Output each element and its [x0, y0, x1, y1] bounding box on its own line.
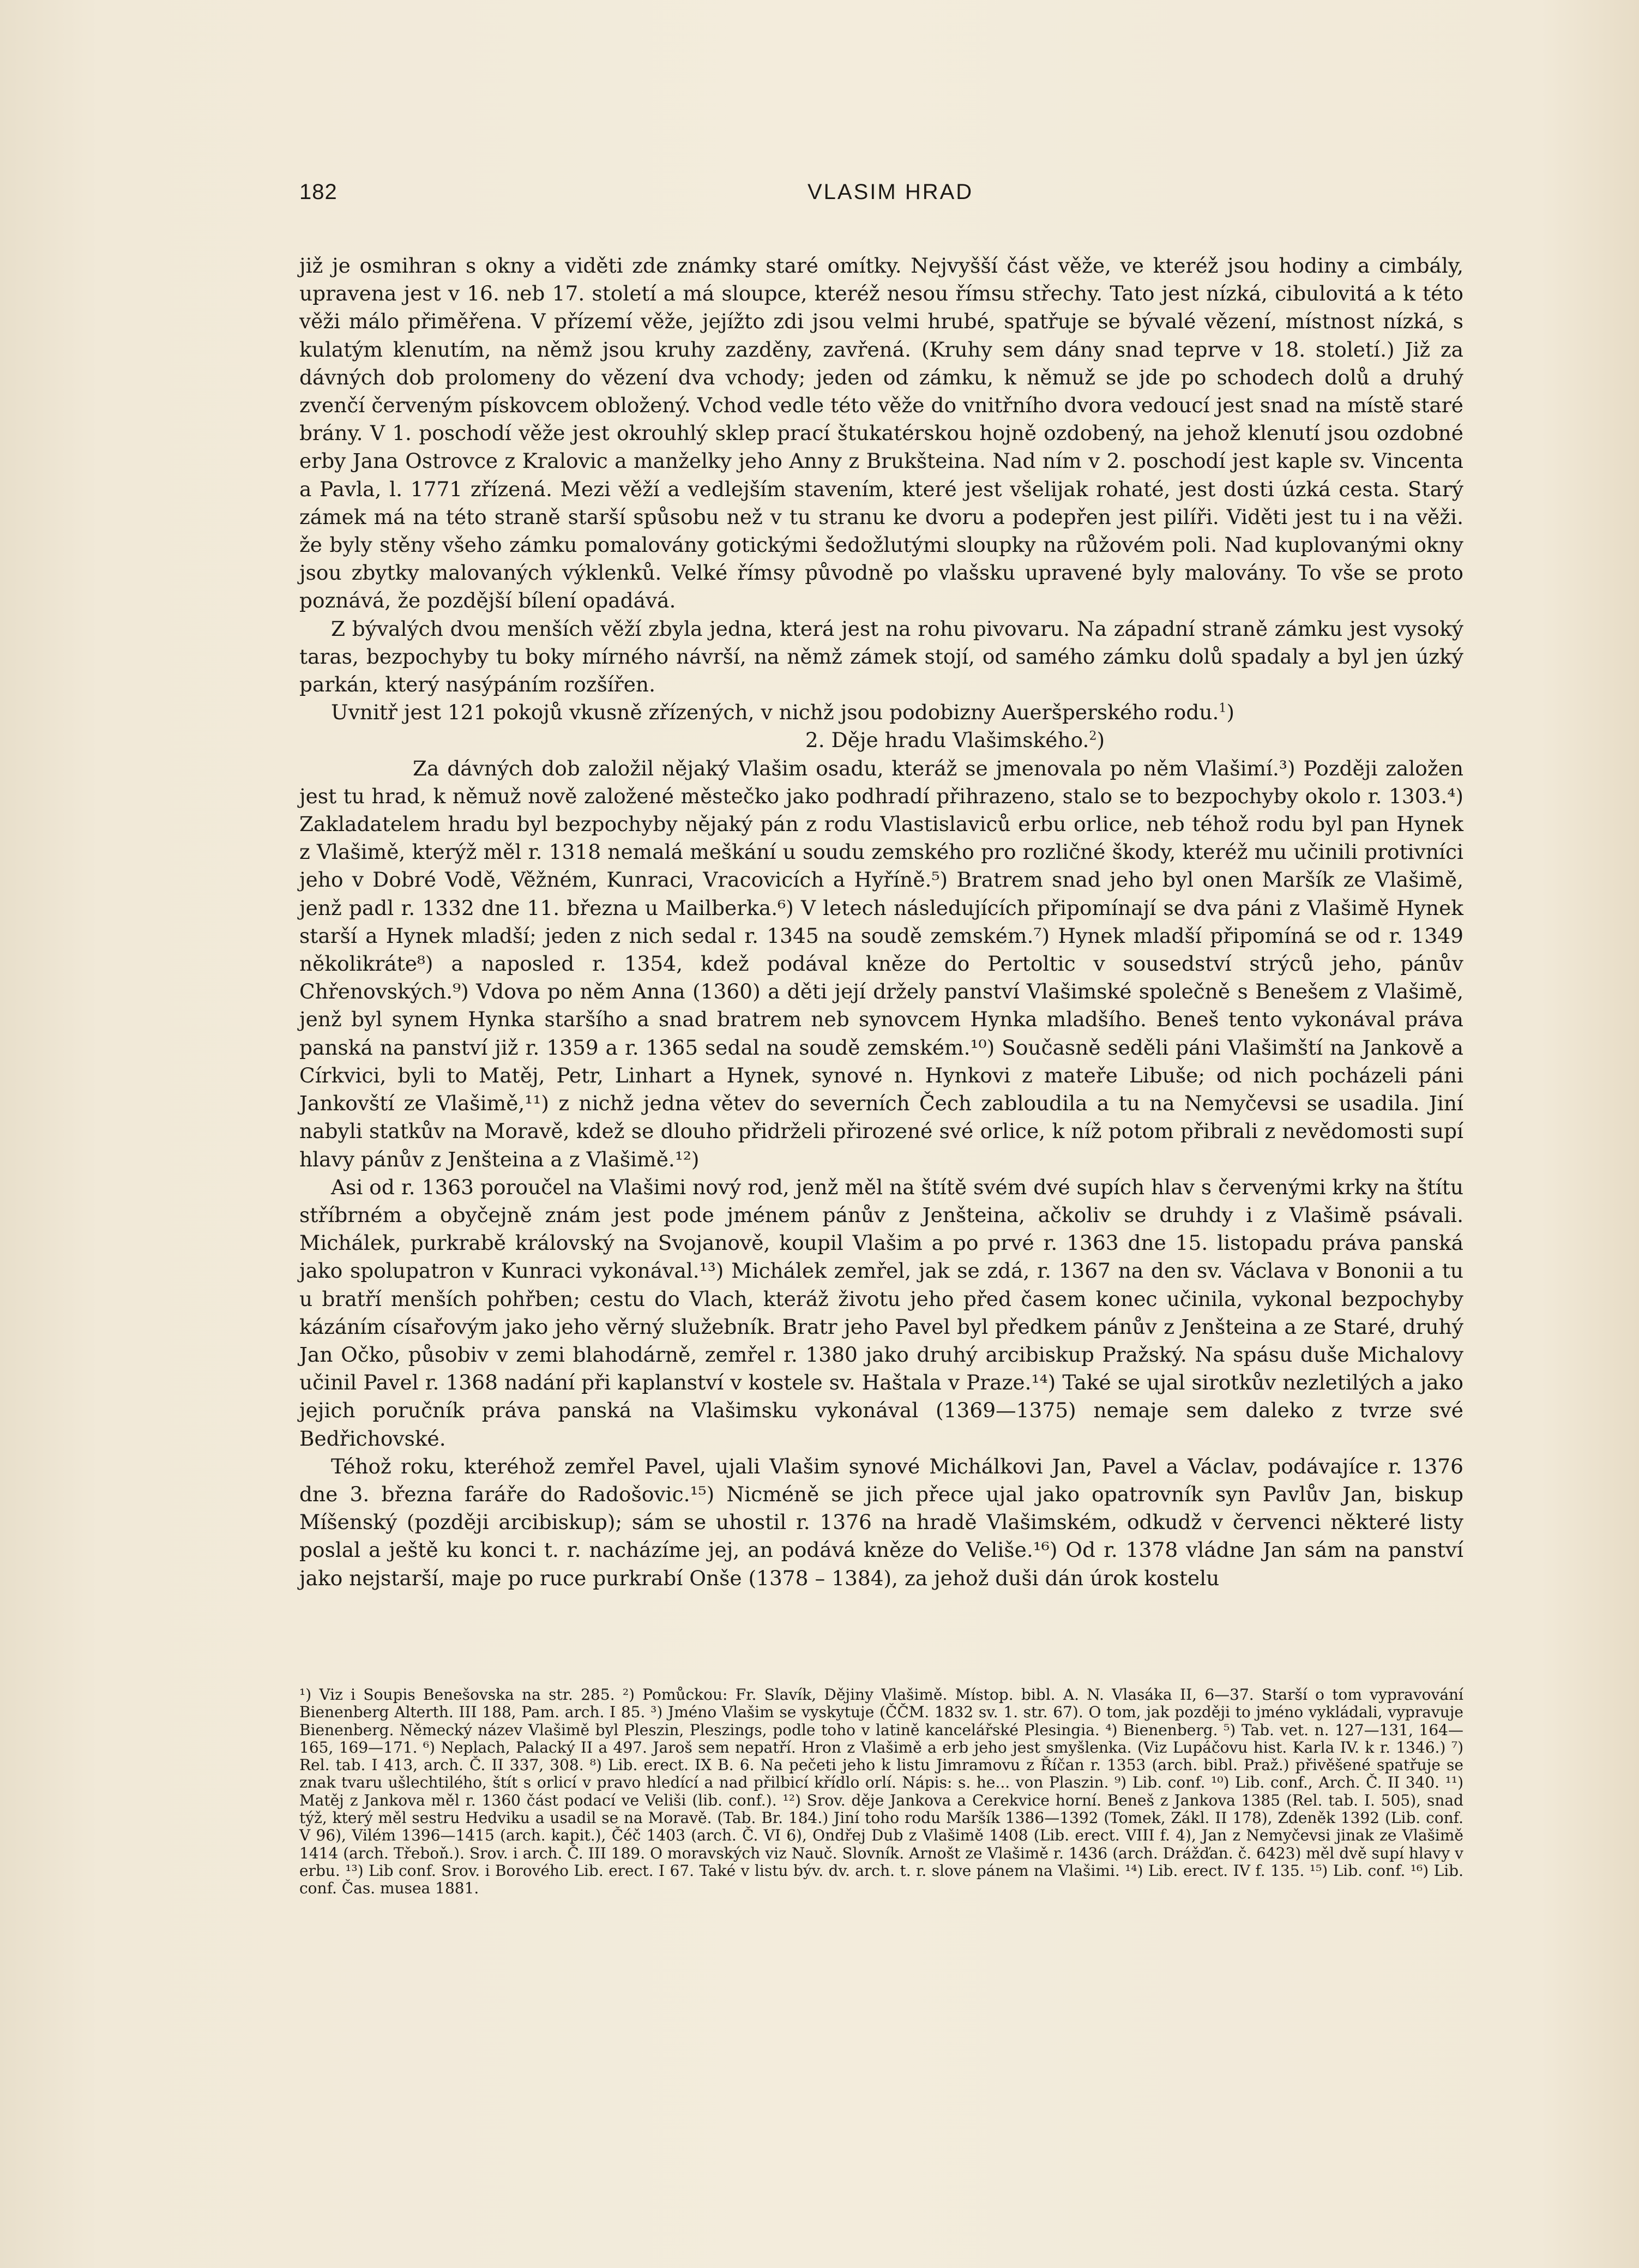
paragraph-founding: Za dávných dob založil nějaký Vlašim osadu, kteráž se jmenovala po něm Vlašimí.³) Později založen jest tu hrad, k němuž nově založené městečko jako podhradí přihrazeno, stalo se to bezpochyby okolo r. 1303.⁴) Zakladatelem hradu byl bezpochyby nějaký pán z rodu Vlastislaviců erbu orlice, neb téhož rodu byl pan Hynek z Vlašimě, kterýž měl r. 1318 nemalá meškání u soudu zemského pro rozličné škody, kteréž mu učinili protivníci jeho v Dobré Vodě, Věžném, Kunraci, Vracovicích a Hyříně.⁵) Bratrem snad jeho byl onen Maršík ze Vlašimě, jenž padl r. 1332 dne 11. března u Mailberka.⁶) V letech následujících připomínají se dva páni z Vlašimě Hynek starší a Hynek mladší; jeden z nich sedal r. 1345 na soudě zemském.⁷) Hynek mladší připomíná se od r. 1349 několikráte⁸) a naposled r. 1354, kdež podával kněze do Pertoltic v sousedství strýců jeho, pánův Chřenovských.⁹) Vdova po něm Anna (1360) a děti její držely panství Vlašimské společně s Benešem z Vlašimě, jenž byl synem Hynka staršího a snad bratrem neb synovcem Hynka mladšího. Beneš tento vykonával práva panská na panství již r. 1359 a r. 1365 sedal na soudě zemském.¹⁰) Současně seděli páni Vlašimští na Jankově a Církvici, byli to Matěj, Petr, Linhart a Hynek, synové n. Hynkovi z mateře Libuše; od nich pocházeli páni Jankovští ze Vlašimě,¹¹) z nichž jedna větev do severních Čech zabloudila a tu na Nemyčevsi se usadila. Jiní nabyli statkův na Moravě, kdež se dlouho přidrželi přirozené své orlice, k níž potom přibrali z nevědomosti supí hlavy pánův z Jenšteina a z Vlašimě.¹²) [299, 756, 1463, 1171]
paragraph-rooms-close: ) [1226, 700, 1235, 725]
page-header [299, 180, 986, 218]
footnotes [299, 1686, 1463, 1898]
paragraph-jenstein: Asi od r. 1363 poroučel na Vlašimi nový rod, jenž měl na štítě svém dvé supích hlav s červenými krky na štítu stříbrném a obyčejně znám jest pode jménem pánův z Jenšteina, ačkoliv se druhdy i z Vlašimě psávali. Michálek, purkrabě královský na Svojanově, koupil Vlašim a po prvé r. 1363 dne 15. listopadu práva panská jako spolupatron v Kunraci vykonával.¹³) Michálek zemřel, jak se zdá, r. 1367 na den sv. Václava v Bononii a tu u bratří menších pohřben; cestu do Vlach, kteráž životu jeho před časem konec učinila, vykonal bezpochyby kázáním císařovým jako jeho věrný služebník. Bratr jeho Pavel byl předkem pánův z Jenšteina a ze Staré, druhý Jan Očko, působiv v zemi blahodárně, zemřel r. 1380 jako druhý arcibiskup Pražský. Na spásu duše Michalovy učinil Pavel r. 1368 nadání při kaplanství v kostele sv. Haštala v Praze.¹⁴) Také se ujal sirotkův nezletilých a jako jejich poručník práva panská na Vlašimsku vykonával (1369—1375) nemaje sem daleko z tvrze své Bedřichovské. [299, 1175, 1463, 1451]
footnotes-text: ¹) Viz i Soupis Benešovska na str. 285. ²) Pomůckou: Fr. Slavík, Dějiny Vlašimě. Místop. bibl. A. N. Vlasáka II, 6—37. Starší o tom vypravování Bienenberg Alterth. III 188, Pam. arch. I 85. ³) Jméno Vlašim se vyskytuje (ČČM. 1832 sv. 1. str. 67). O tom, jak později to jméno vykládali, vypravuje Bienenberg. Německý název Vlašimě byl Pleszin, Pleszings, podle toho v latině kancelářské Plesingia. ⁴) Bienenberg. ⁵) Tab. vet. n. 127—131, 164—165, 169—171. ⁶) Neplach, Palacký II a 497. Jaroš sem nepatří. Hron z Vlašimě a erb jeho jest smyšlenka. (Viz Lupáčovu hist. Karla IV. k r. 1346.) ⁷) Rel. tab. I 413, arch. Č. II 337, 308. ⁸) Lib. erect. IX B. 6. Na pečeti jeho k listu Jimramovu z Říčan r. 1353 (arch. bibl. Praž.) přivěšené spatřuje se znak tvaru ušlechtilého, štít s orlicí v pravo hledící a nad přilbicí křídlo orlí. Nápis: s. he... von Plaszin. ⁹) Lib. conf. ¹⁰) Lib. conf., Arch. Č. II 340. ¹¹) Matěj z Jankova měl r. 1360 část podací ve Veliši (lib. conf.). ¹²) Srov. děje Jankova a Cerekvice horní. Beneš z Jankova 1385 (Rel. tab. I. 505), snad týž, který měl sestru Hedviku a usadil se na Moravě. (Tab. Br. 184.) Jiní toho rodu Maršík 1386—1392 (Tomek, Zákl. II 178), Zdeněk 1392 (Lib. conf. V 96), Vilém 1396—1415 (arch. kapit.), Čéč 1403 (arch. Č. VI 6), Ondřej Dub z Vlašimě 1408 (Lib. erect. VIII f. 4), Jan z Nemyčevsi jinak ze Vlašimě 1414 (arch. Třeboň.). Srov. i arch. Č. III 189. O moravských viz Nauč. Slovník. Arnošt ze Vlašimě r. 1436 (arch. Drážďan. č. 6423) měl dvě supí hlavy v erbu. ¹³) Lib conf. Srov. i Borového Lib. erect. I 67. Také v listu býv. dv. arch. t. r. slove pánem na Vlašimi. ¹⁴) Lib. erect. IV f. 135. ¹⁵) Lib. conf. ¹⁶) Lib. conf. Čas. musea 1881. [299, 1686, 1463, 1898]
section-heading-close: ) [1096, 728, 1105, 753]
main-text [299, 252, 1463, 1592]
paragraph-rooms-text: Uvnitř jest 121 pokojů vkusně zřízených, v nichž jsou podobizny Aueršperského rodu. [331, 700, 1219, 725]
page-number: 182 [299, 180, 338, 204]
paragraph-michalek-sons: Téhož roku, kteréhož zemřel Pavel, ujali Vlašim synové Michálkovi Jan, Pavel a Václav, podávajíce r. 1376 dne 3. března faráře do Radošovic.¹⁵) Nicméně se jich přece ujal jako opatrovník syn Pavlův Jan, biskup Míšenský (později arcibiskup); sám se uhostil r. 1376 na hradě Vlašimském, odkudž v červenci některé listy poslal a ještě ku konci t. r. nacházíme jej, an podává kněze do Veliše.¹⁶) Od r. 1378 vládne Jan sám na panství jako nejstarší, maje po ruce purkrabí Onše (1378 – 1384), za jehož duši dán úrok kostelu [299, 1454, 1463, 1590]
paragraph-towers: Z bývalých dvou menších věží zbyla jedna, která jest na rohu pivovaru. Na západní straně zámku jest vysoký taras, bezpochyby tu boky mírného návrší, na němž zámek stojí, od samého zámku dolů spadaly a byl jen úzký parkán, který nasýpáním rozšířen. [299, 616, 1463, 697]
paragraph-rooms [299, 699, 1463, 726]
section-heading-text: 2. Děje hradu Vlašimského. [805, 728, 1089, 753]
section-heading [299, 726, 1463, 754]
footnote-ref-1: 1 [1219, 701, 1227, 715]
paragraph-tower: již je osmihran s okny a viděti zde známky staré omítky. Nejvyšší část věže, ve kteréž jsou hodiny a cimbály, upravena jest v 16. neb 17. století a má sloupce, kteréž nesou římsu střechy. Tato jest nízká, cibulovitá a k této věži málo přiměřena. V přízemí věže, jejížto zdi jsou velmi hrubé, spatřuje se bývalé vězení, místnost nízká, s kulatým klenutím, na němž jsou kruhy zazděny, zavřená. (Kruhy sem dány snad teprve v 18. století.) Již za dávných dob prolomeny do vězení dva vchody; jeden od zámku, k němuž se jde po schodech dolů a druhý zvenčí červeným pískovcem obložený. Vchod vedle této věže do vnitřního dvora vedoucí jest snad na místě staré brány. V 1. poschodí věže jest okrouhlý sklep prací štukatérskou hojně ozdobený, na jehož klenutí jsou ozdobné erby Jana Ostrovce z Kralovic a manželky jeho Anny z Brukšteina. Nad ním v 2. poschodí jest kaple sv. Vincenta a Pavla, l. 1771 zřízená. Mezi věží a vedlejším stavením, které jest všelijak rohaté, jest dosti úzká cesta. Starý zámek má na této straně starší spůsobu než v tu stranu ke dvoru a podepřen jest pilíři. Viděti jest tu i na věži. že byly stěny všeho zámku pomalovány gotickými šedožlutými sloupky na růžovém poli. Nad kuplovanými okny jsou zbytky malovaných výklenků. Velké římsy původně po vlašsku upravené byly malovány. To vše se proto poznává, že pozdější bílení opadává. [299, 254, 1463, 613]
footnote-ref-2: 2 [1089, 729, 1097, 743]
running-title: VLASIM HRAD [808, 180, 974, 204]
